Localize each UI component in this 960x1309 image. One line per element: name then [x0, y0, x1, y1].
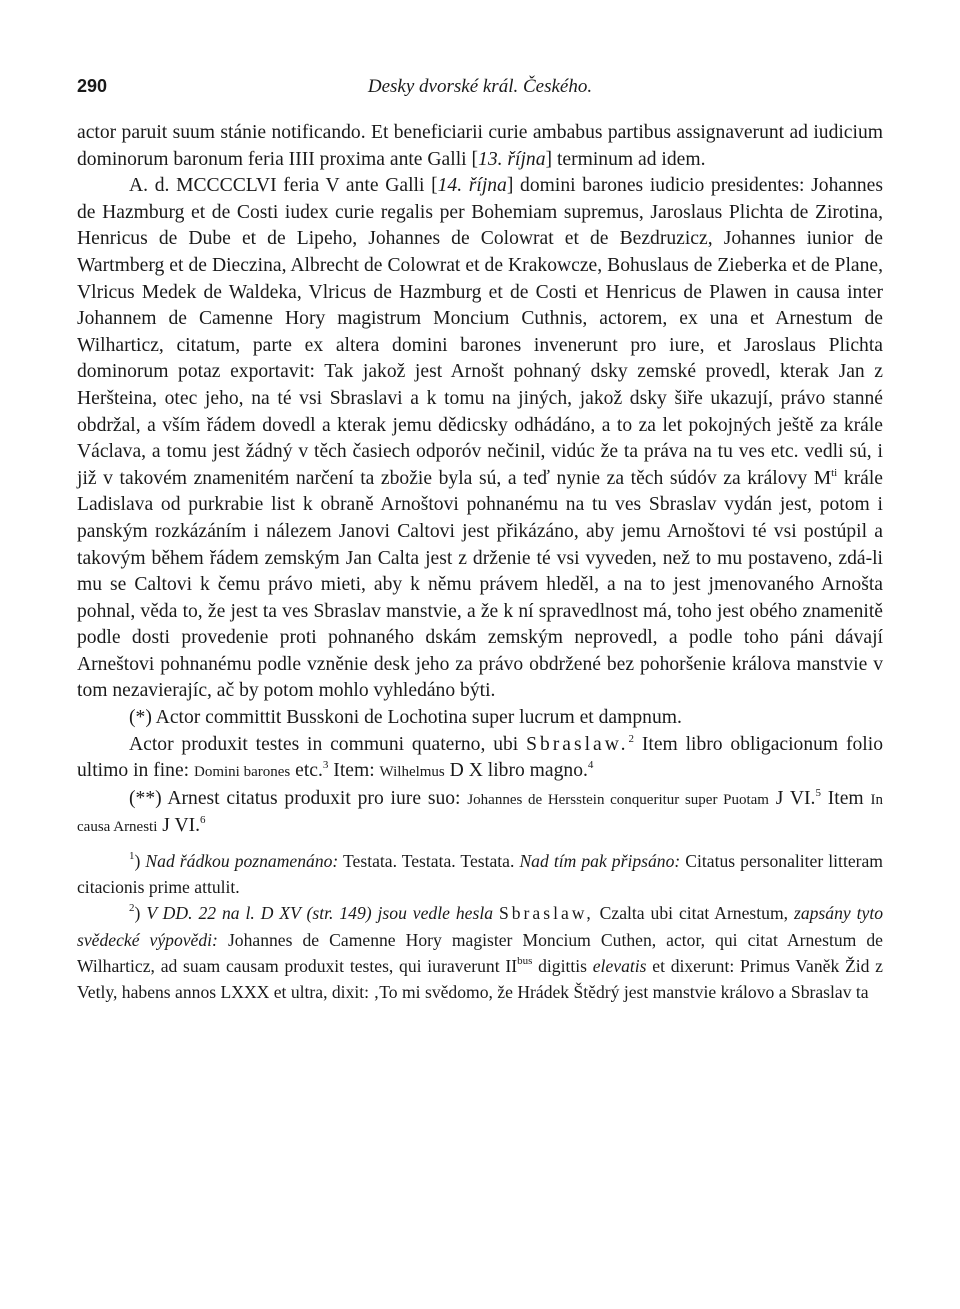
page-number: 290 [77, 76, 108, 96]
paragraph [77, 173, 883, 705]
text-run: Actor produxit testes in communi quaterno, ubi [129, 733, 527, 755]
text-run: etc. [290, 760, 323, 782]
spaced-place-name: Sbraslaw. [526, 733, 629, 755]
text-run: krále Ladislava od purkrabie list k obraně Arnoštovi pohnanému na tu ves Sbraslav vydán jest, potom i panským rozkázáním i nálezem Janovi Caltovi jest přikázáno, aby jemu Arnoštovi té vsi postúpil a takovým během řádem zemským Jan Calta jest z drženie té vsi vyveden, než to mu postaveno, zdá-li mu se Caltovi k čemu právo mieti, aby k němu právem hleděl, a na to jest jmenovaného Arnošta pohnal, věda to, že jest ta ves Sbraslav manstvie, a že k ní spravedlnost má, toho jest obého znamenitě podle dosti provedenie proti pohnaného dskám zemským neprovedl, a podle toho páni dávají Arneštovi pohnanému podle vzněnie desk jeho za právo obdržené bez pohoršenie králova manstvie v tom nezavierajíc, ač by potom mohlo vyhledáno býti. [77, 467, 883, 702]
footnote-mark: 1 [129, 850, 135, 863]
footnote-ref[interactable]: 2 [628, 732, 635, 745]
editorial-note: V DD. 22 na l. D XV (str. 149) jsou vedle hesla [146, 903, 494, 924]
footnote-ref[interactable]: 6 [200, 814, 206, 827]
text-run: Testata. Testata. Testata. [338, 851, 520, 872]
text-run: J VI. [157, 815, 201, 837]
text-run: Item libro obligacionum folio ultimo in fine: [77, 733, 883, 782]
text-run: ] domini barones iudicio presidentes: Johannes de Hazmburg et de Costi iudex curie regalis per Bohemiam supremus, Jaroslaus Plichta de Zirotina, Henricus de Dube et de Lipeho, Johannes de Colowrat et de Bezdruzicz, Johannes iunior de Wartmberg et de Dieczina, Albrecht de Colowrat et de Krakowcze, Bohuslaus de Zieberka et de Plane, Vlricus Medek de Waldeka, Vlricus de Hazmburg et de Costi et Henricus de Plawen in causa inter Johannem de Camenne Hory magistrum Moncium Cuthnis, actorem, ex una et Arnestum de Wilharticz, citatum, parte ex altera domini barones invenerunt pro iure, et Jaroslaus Plichta dominorum potaz exportavit: Tak jakož jest Arnošt pohnaný dsky zemské provedl, kterak Jan z Heršteina, otec jeho, na té vsi Sbraslavi a k tomu na jiných, jakož dsky šiře ukazují, právo stanné obdržal, a vším řádem dovedl a kterak jemu dědicsky odhádáno, a to za let pokojných ještě za krále Václava, a tomu jest žádný v těch časiech odporóv nečinil, vidúc že ta práva na tu ves etc. vedli sú, i již v takovém znamenitém narčení ta zbožie byla sú, a teď nynie za těch súdóv za královy M [77, 175, 883, 489]
text-run: A. d. MCCCCLVI feria V ante Galli [ [129, 175, 438, 197]
feria-numeral: IIII [288, 148, 315, 170]
text-run: actor paruit suum stánie notificando. Et beneficiarii curie ambabus partibus assignaverunt ad iudicium dominorum baronum feria [77, 122, 883, 170]
footnote [77, 848, 883, 900]
running-title: Desky dvorské král. Českého. [367, 76, 593, 97]
text-run: Czalta ubi citat Arnestum, [593, 903, 794, 924]
superscript: bus [517, 954, 533, 967]
small-type: Wilhelmus [379, 764, 445, 781]
paragraph: (*) Actor committit Busskoni de Lochotina super lucrum et dampnum. [129, 707, 682, 729]
text-run: Item: [328, 760, 380, 782]
text-run: ) [134, 903, 141, 924]
main-text [77, 120, 883, 1005]
editorial-note: elevatis [592, 955, 647, 976]
spaced-place-name: Sbraslaw, [498, 903, 594, 924]
paragraph [77, 732, 883, 786]
text-run: ] terminum ad idem. [545, 148, 706, 170]
editorial-date: 14. října [437, 175, 507, 197]
text-run: J VI. [768, 787, 816, 809]
footnote [77, 900, 883, 1005]
editorial-note: Nad řádkou poznamenáno: [145, 851, 339, 872]
footnote-mark: 2 [129, 902, 135, 915]
text-run: (**) Arnest citatus produxit pro iure suo: [129, 787, 468, 809]
text-run: Citatus personaliter litteram citacionis prime attulit. [77, 851, 883, 898]
text-run: digittis [532, 955, 593, 976]
paragraph [77, 786, 883, 841]
page-header [77, 76, 883, 104]
small-type: Johannes de Hersstein conqueritur super Puotam [467, 791, 769, 808]
paragraph [77, 120, 883, 173]
editorial-note: zapsány tyto svědecké výpovědi: [77, 903, 884, 950]
footnote-ref[interactable]: 5 [815, 786, 821, 799]
editorial-note: Nad tím pak připsáno: [519, 851, 681, 872]
text-run: Item [820, 787, 871, 809]
superscript: ti [831, 466, 838, 479]
footnotes [77, 848, 883, 1005]
text-run: et dixerunt: Primus Vaněk Žid z Vetly, habens annos LXXX et ultra, dixit: ‚To mi svědomo, že Hrádek Štědrý jest manstvie královo a Sbraslav ta [77, 955, 883, 1003]
small-type: In causa Arnesti [77, 791, 883, 836]
text-run: proxima ante Galli [ [314, 148, 479, 170]
footnote-ref[interactable]: 4 [587, 759, 594, 772]
text-run: D X libro magno. [444, 760, 588, 782]
text-run: ) [134, 851, 141, 872]
footnote-ref[interactable]: 3 [322, 759, 329, 772]
small-type: Domini barones [194, 764, 291, 781]
editorial-date: 13. října [478, 148, 546, 170]
text-run: Johannes de Camenne Hory magister Moncium Cuthen, actor, qui citat Arnestum de Wilharticz, ad suam causam produxit testes, qui iuraverunt II [77, 929, 883, 976]
